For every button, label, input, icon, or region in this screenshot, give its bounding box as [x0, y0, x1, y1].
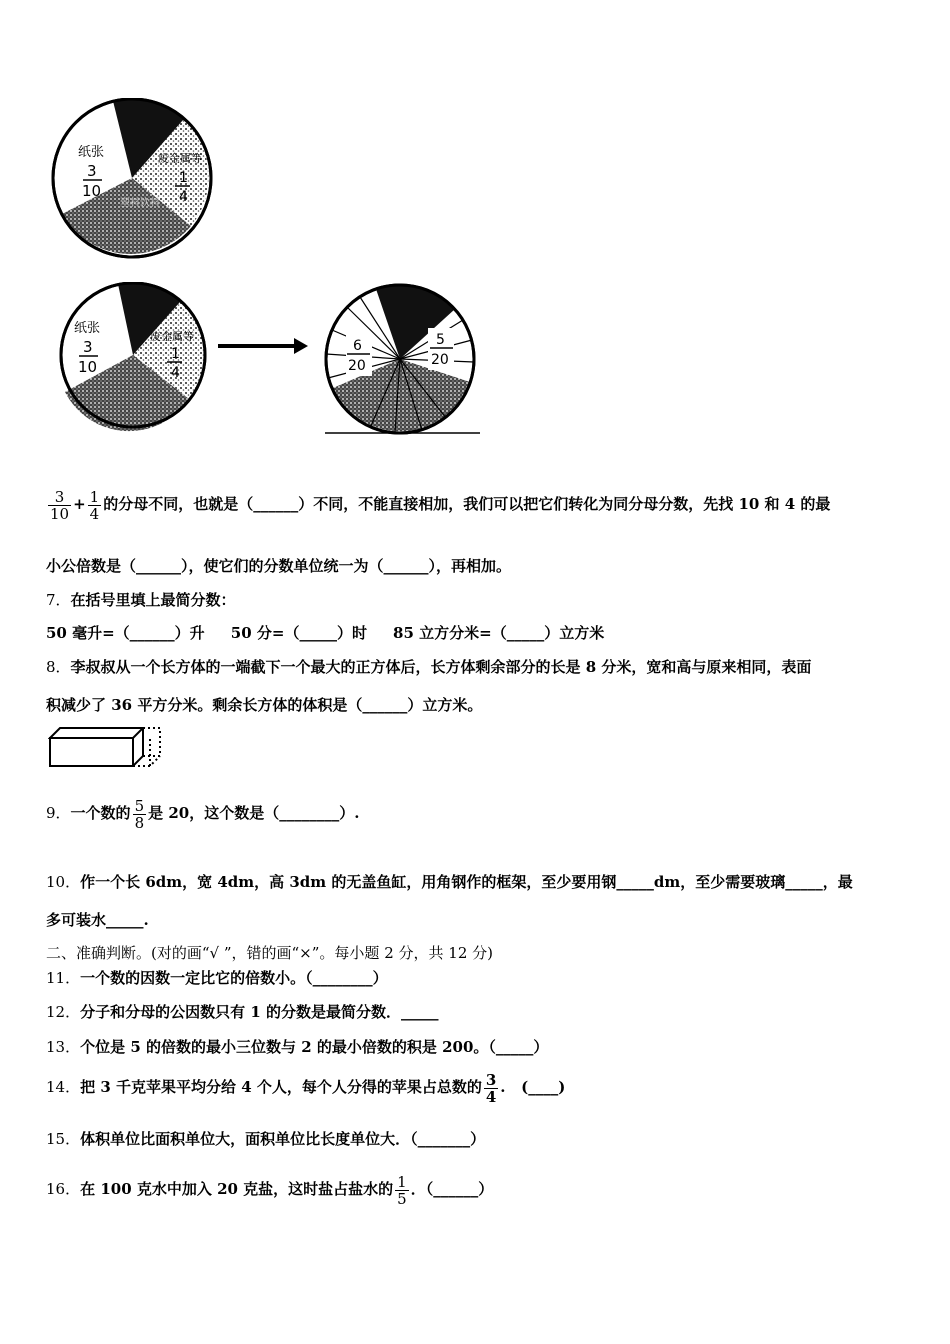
q8-line1: 8．李叔叔从一个长方体的一端截下一个最大的正方体后，长方体剩余部分的长是 8 分米，宽和高与原来相同，表面: [46, 658, 812, 676]
pie-1-bottom-label: 塑料饮料: [120, 198, 160, 209]
q11-line: 11．一个数的因数一定比它的倍数小。（________）: [46, 969, 388, 987]
pie-chart-2: [50, 282, 490, 442]
q6-line2: 小公倍数是（______），使它们的分数单位统一为（______），再相加。: [46, 557, 512, 575]
pie-2-left: [61, 282, 205, 431]
q10-line1: 10．作一个长 6dm，宽 4dm，高 3dm 的无盖鱼缸，用角钢作的框架，至少要用钢_____dm，至少需要玻璃_____，最: [46, 873, 853, 891]
pie-3-right-den: 20: [431, 352, 449, 368]
q6-frac2: $\frac{1}{4}$: [89, 487, 100, 523]
q10-line2: 多可装水_____.: [46, 911, 149, 929]
q6-frac1: $\frac{3}{10}$: [50, 487, 70, 523]
pie-3-right-num: 5: [436, 332, 445, 348]
q15-line: 15．体积单位比面积单位大，面积单位比长度单位大．（_______）: [46, 1130, 486, 1148]
pie-chart-1: [50, 98, 220, 260]
q16-line: 16．在 100 克水中加入 20 克盐，这时盐占盐水的 $\frac{1}{5}$ ．（______）: [46, 1172, 494, 1208]
pie-1-paper-num: 3: [87, 162, 97, 180]
pie-2-paper-den: 10: [78, 358, 98, 376]
pie-1-paper-den: 10: [82, 182, 102, 200]
pie-2-paper-label: 纸张: [74, 321, 101, 336]
pie-3-left-den: 20: [348, 358, 366, 374]
q16-frac: $\frac{1}{5}$: [397, 1172, 407, 1208]
pie-1-paper-label: 纸张: [78, 145, 105, 160]
arrow-icon: [218, 338, 308, 354]
q9-line: 9．一个数的 $\frac{5}{8}$ 是 20，这个数是（________）.: [46, 796, 360, 832]
q9-frac: $\frac{5}{8}$: [134, 796, 145, 832]
q14-frac: $\frac{3}{4}$: [485, 1070, 497, 1106]
cuboid-figure: [48, 726, 170, 770]
pie-1-metal-den: 4: [179, 189, 188, 205]
q7-line: 50 毫升=（______）升 50 分=（_____）时 85 立方分米=（_____）立方米: [46, 624, 605, 642]
section-2-title: 二、准确判断。(对的画“√ ”，错的画“×”。每小题 2 分，共 12 分): [46, 944, 493, 962]
pie-1-metal-label: 废金属等: [158, 152, 202, 165]
q7-title: 7．在括号里填上最简分数：: [46, 591, 236, 609]
q13-line: 13．个位是 5 的倍数的最小三位数与 2 的最小倍数的积是 200。（_____）: [46, 1038, 549, 1056]
pie-2-paper-num: 3: [83, 338, 93, 356]
pie-1-metal-num: 1: [179, 170, 188, 186]
q12-line: 12．分子和分母的公因数只有 1 的分数是最简分数．_____: [46, 1003, 439, 1021]
pie-2-metal-label: 废金属等: [150, 330, 194, 343]
q14-line: 14．把 3 千克苹果平均分给 4 个人，每个人分得的苹果占总数的 $\frac{3}{4}$ . (____): [46, 1070, 566, 1106]
pie-2-metal-num: 1: [171, 346, 180, 362]
q8-line2: 积减少了 36 平方分米。剩余长方体的体积是（______）立方米。: [46, 696, 483, 714]
pie-2-metal-den: 4: [171, 365, 180, 381]
q6-line1: $\frac{3}{10}$ + $\frac{1}{4}$ 的分母不同，也就是（______）不同，不能直接相加，我们可以把它们转化为同分母分数，先找 10 和 4 的最: [50, 487, 831, 523]
pie-3-left-num: 6: [353, 338, 362, 354]
